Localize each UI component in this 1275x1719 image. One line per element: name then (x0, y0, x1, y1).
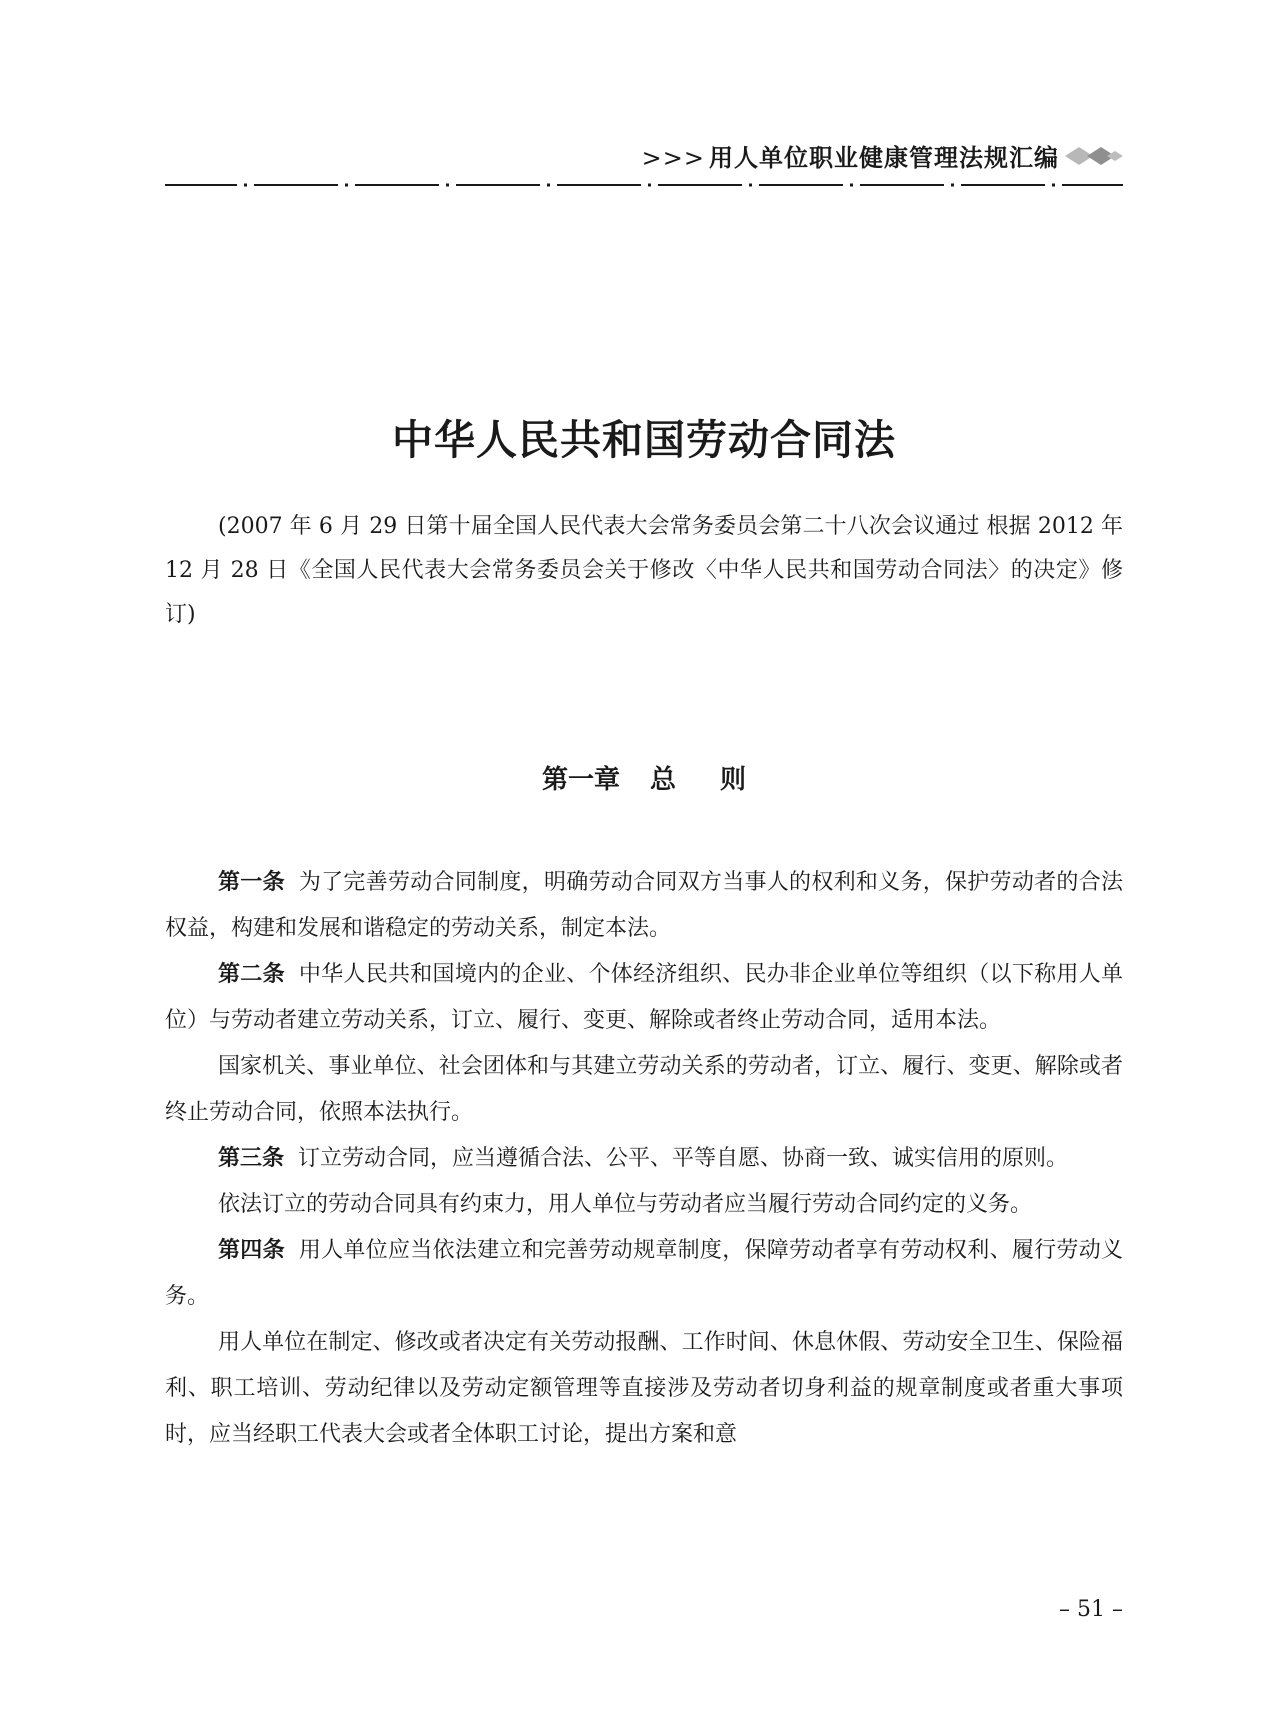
chapter-name-char-2: 则 (720, 765, 747, 795)
book-title-text: 用人单位职业健康管理法规汇编 (709, 144, 1059, 172)
body-text (165, 860, 1123, 1458)
book-title (642, 138, 1059, 178)
article-paragraph (165, 1228, 1123, 1320)
running-header (165, 138, 1125, 178)
article-number: 第三条 (218, 1146, 285, 1171)
paragraph-text: 中华人民共和国境内的企业、个体经济组织、民办非企业单位等组织（以下称用人单位）与劳动者建立劳动关系，订立、履行、变更、解除或者终止劳动合同，适用本法。 (165, 962, 1123, 1033)
article-paragraph (165, 952, 1123, 1044)
double-diamond-icon (1063, 144, 1125, 172)
chapter-name-char-1: 总 (649, 765, 676, 795)
chapter-heading (165, 760, 1123, 800)
paragraph (165, 1044, 1123, 1136)
paragraph-text: 依法订立的劳动合同具有约束力，用人单位与劳动者应当履行劳动合同约定的义务。 (218, 1192, 1033, 1217)
paragraph-text: 用人单位在制定、修改或者决定有关劳动报酬、工作时间、休息休假、劳动安全卫生、保险福利、职工培训、劳动纪律以及劳动定额管理等直接涉及劳动者切身利益的规章制度或者重大事项时，应当经职工代表大会或者全体职工讨论，提出方案和意 (165, 1330, 1123, 1447)
article-paragraph (165, 860, 1123, 952)
article-number: 第二条 (218, 962, 285, 987)
chapter-number: 第一章 (541, 765, 620, 795)
article-paragraph (165, 1136, 1123, 1182)
header-divider-rule (165, 183, 1123, 187)
paragraph (165, 1182, 1123, 1228)
article-number: 第一条 (218, 870, 285, 895)
paragraph-text: 订立劳动合同，应当遵循合法、公平、平等自愿、协商一致、诚实信用的原则。 (298, 1146, 1069, 1171)
paragraph-text: 为了完善劳动合同制度，明确劳动合同双方当事人的权利和义务，保护劳动者的合法权益，构建和发展和谐稳定的劳动关系，制定本法。 (165, 870, 1123, 941)
paragraph-text: 用人单位应当依法建立和完善劳动规章制度，保障劳动者享有劳动权利、履行劳动义务。 (165, 1238, 1123, 1309)
document-title: 中华人民共和国劳动合同法 (392, 416, 896, 464)
article-number: 第四条 (218, 1238, 285, 1263)
page-number: – 51 – (1059, 1597, 1123, 1622)
paragraph (165, 1320, 1123, 1458)
header-arrows: >>> (641, 144, 705, 172)
paragraph-text: 国家机关、事业单位、社会团体和与其建立劳动关系的劳动者，订立、履行、变更、解除或者终止劳动合同，依照本法执行。 (165, 1054, 1123, 1125)
revision-note: (2007 年 6 月 29 日第十届全国人民代表大会常务委员会第二十八次会议通过 根据 2012 年 12 月 28 日《全国人民代表大会常务委员会关于修改〈中华人民共和国劳动合同法〉的决定》修订) (165, 514, 1123, 627)
